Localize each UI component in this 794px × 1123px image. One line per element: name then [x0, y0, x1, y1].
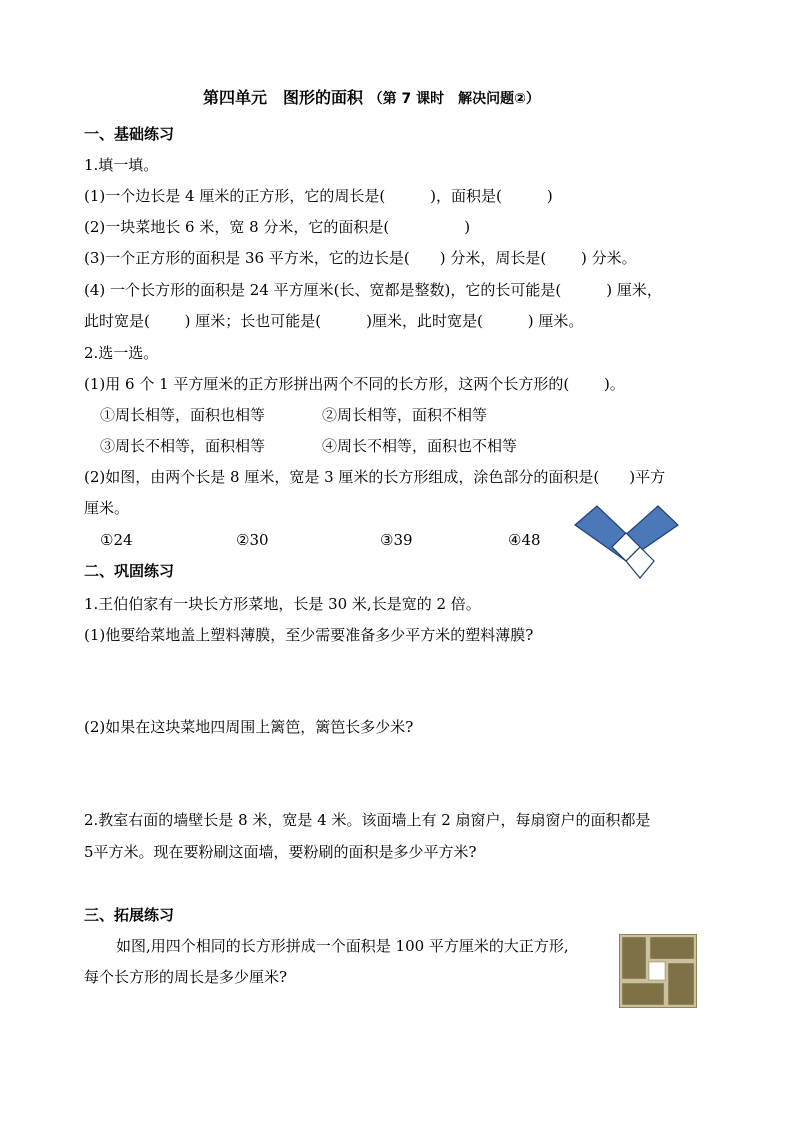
page-title: [203, 88, 540, 109]
question-s3-line2: 每个长方形的周长是多少厘米?: [84, 968, 288, 986]
question-2-title: 2.选一选。: [84, 344, 159, 362]
question-s2-1: 1.王伯伯家有一块长方形菜地，长是 30 米,长是宽的 2 倍。: [84, 595, 481, 613]
rectangle-left: [621, 936, 647, 980]
question-1-title: 1.填一填。: [84, 156, 159, 174]
question-1-1: (1)一个边长是 4 厘米的正方形，它的周长是( )，面积是( ): [84, 187, 553, 205]
question-s2-1-2: (2)如果在这块菜地四周围上篱笆，篱笆长多少米?: [84, 718, 414, 736]
rectangle-top: [649, 936, 695, 960]
question-2-2-line1: (2)如图，由两个长是 8 厘米，宽是 3 厘米的长方形组成，涂色部分的面积是( )平方: [84, 468, 666, 486]
title-sub: （第 7 课时 解决问题②）: [368, 91, 540, 107]
option-2-2-b: ②30: [236, 531, 269, 549]
question-1-4-line1: (4) 一个长方形的面积是 24 平方厘米(长、宽都是整数)，它的长可能是( ) 厘米，: [84, 281, 662, 299]
title-main: 第四单元 图形的面积: [203, 88, 364, 107]
rectangle-right: [667, 962, 695, 1006]
center-hole: [649, 962, 665, 980]
question-s3-line1: 如图,用四个相同的长方形拼成一个面积是 100 平方厘米的大正方形,: [116, 937, 569, 955]
v-shape-rectangles-figure: [570, 500, 685, 585]
question-2-2-line2: 厘米。: [84, 499, 130, 517]
option-2-2-d: ④48: [508, 531, 541, 549]
section-heading-consolidate: 二、巩固练习: [84, 562, 175, 580]
rectangle-bottom: [621, 982, 665, 1006]
option-2-1-a: ①周长相等，面积也相等: [100, 406, 266, 424]
question-1-3: (3)一个正方形的面积是 36 平方米，它的边长是( ) 分米，周长是( ) 分米。: [84, 249, 637, 267]
question-s2-2-line2: 5平方米。现在要粉刷这面墙，要粉刷的面积是多少平方米?: [84, 843, 477, 861]
question-1-4-line2: 此时宽是( ) 厘米；长也可能是( )厘米，此时宽是( ) 厘米。: [84, 312, 584, 330]
option-2-2-c: ③39: [380, 531, 413, 549]
question-s2-2-line1: 2.教室右面的墙壁长是 8 米，宽是 4 米。该面墙上有 2 扇窗户，每扇窗户的面积都是: [84, 811, 651, 829]
option-2-1-b: ②周长相等，面积不相等: [322, 406, 488, 424]
section-heading-extension: 三、拓展练习: [84, 906, 175, 924]
option-2-1-c: ③周长不相等，面积相等: [100, 437, 266, 455]
question-1-2: (2)一块菜地长 6 米，宽 8 分米，它的面积是( ): [84, 218, 471, 236]
four-rectangles-square-figure: [619, 934, 697, 1008]
option-2-2-a: ①24: [100, 531, 133, 549]
question-2-1: (1)用 6 个 1 平方厘米的正方形拼出两个不同的长方形，这两个长方形的( )。: [84, 375, 625, 393]
section-heading-basic: 一、基础练习: [84, 125, 175, 143]
option-2-1-d: ④周长不相等，面积也不相等: [322, 437, 518, 455]
question-s2-1-1: (1)他要给菜地盖上塑料薄膜，至少需要准备多少平方米的塑料薄膜?: [84, 626, 534, 644]
